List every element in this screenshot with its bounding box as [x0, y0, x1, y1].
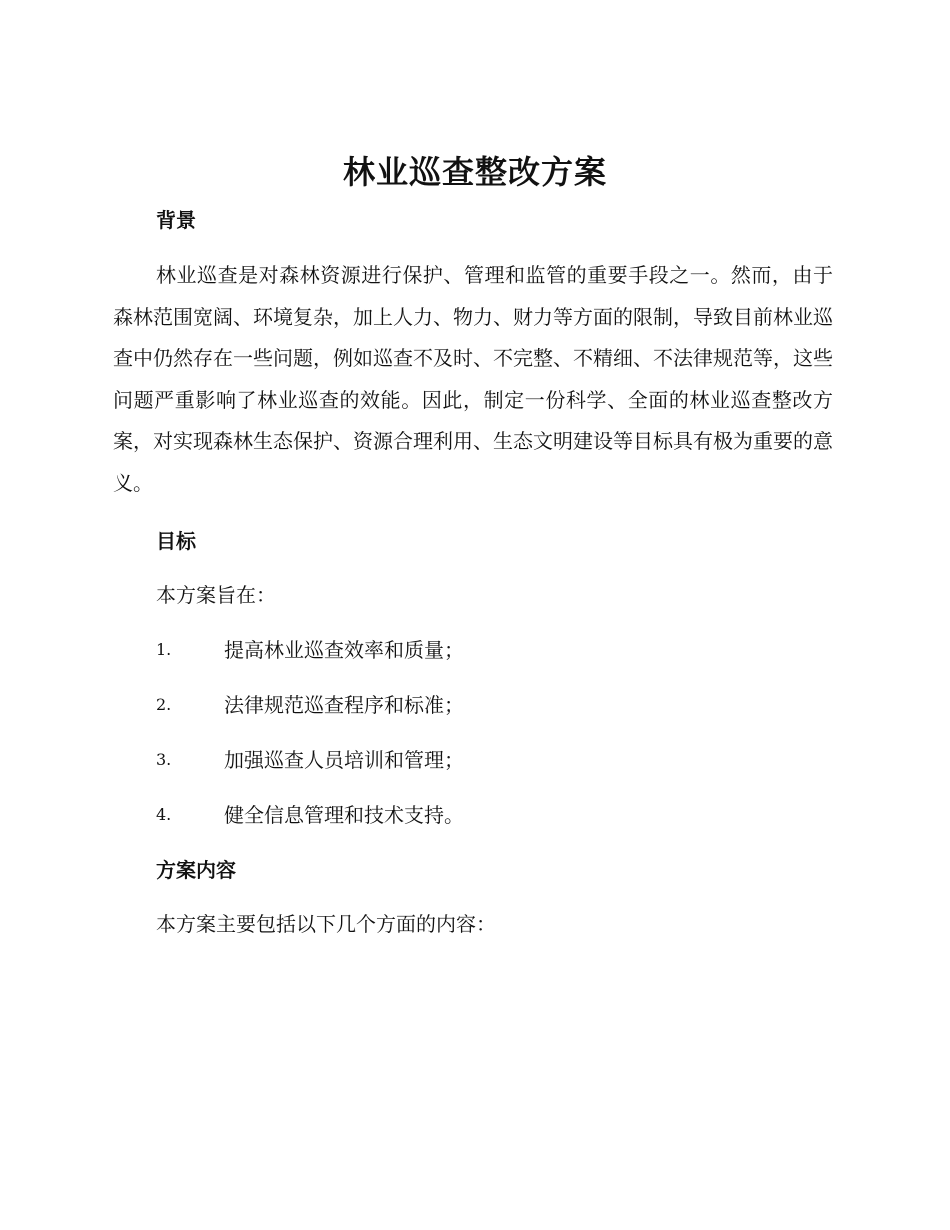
- document-title: 林业巡查整改方案: [342, 153, 607, 191]
- list-text: 法律规范巡查程序和标准；: [224, 693, 464, 717]
- list-item: [156, 801, 816, 829]
- list-number: 1.: [156, 640, 172, 659]
- list-text: 加强巡查人员培训和管理；: [224, 748, 464, 772]
- list-number: 3.: [156, 750, 172, 769]
- list-item: [156, 691, 816, 719]
- list-item: [156, 636, 816, 664]
- section-heading-goals: 目标: [156, 529, 196, 553]
- background-paragraph: 林业巡查是对森林资源进行保护、管理和监管的重要手段之一。然而，由于森林范围宽阔、环境复杂，加上人力、物力、财力等方面的限制，导致目前林业巡查中仍然存在一些问题，例如巡查不及时、不完整、不精细、不法律规范等，这些问题严重影响了林业巡查的效能。因此，制定一份科学、全面的林业巡查整改方案，对实现森林生态保护、资源合理利用、生态文明建设等目标具有极为重要的意义。: [113, 263, 833, 495]
- list-number: 4.: [156, 805, 172, 824]
- list-item: [156, 746, 816, 774]
- goals-intro: 本方案旨在：: [156, 583, 276, 607]
- list-number: 2.: [156, 695, 172, 714]
- list-text: 提高林业巡查效率和质量；: [224, 638, 464, 662]
- section-heading-plan-content: 方案内容: [156, 858, 236, 882]
- plan-content-intro: 本方案主要包括以下几个方面的内容：: [156, 912, 496, 936]
- section-heading-background: 背景: [156, 208, 196, 232]
- list-text: 健全信息管理和技术支持。: [224, 803, 464, 827]
